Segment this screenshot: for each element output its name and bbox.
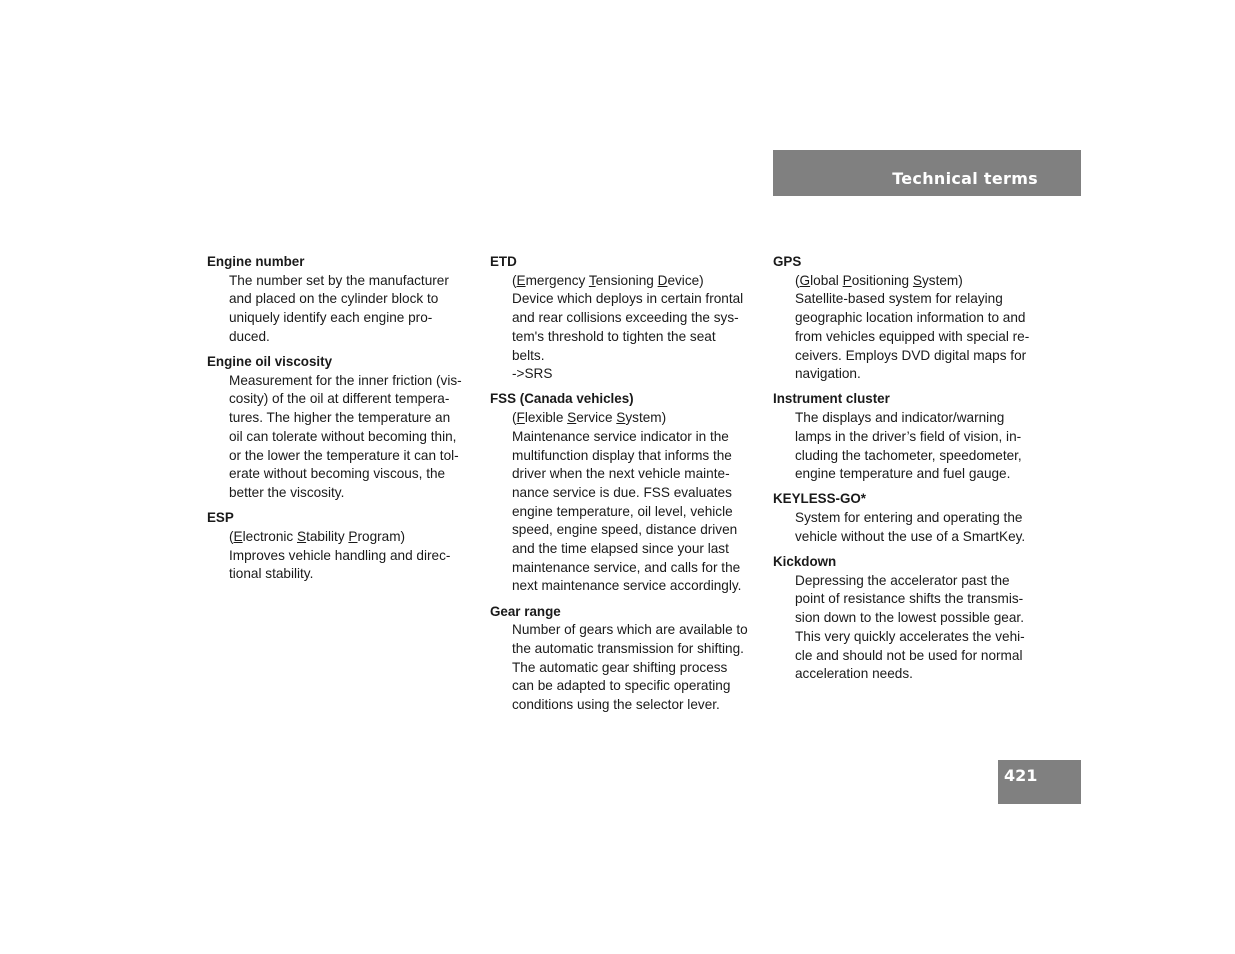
glossary-entry-etd <box>490 253 756 384</box>
term-heading: KEYLESS-GO* <box>773 491 867 507</box>
glossary-entry-kickdown <box>773 553 1039 684</box>
definition-line: The automatic gear shifting process <box>512 659 728 675</box>
definition-line: the automatic transmission for shifting. <box>512 641 744 657</box>
definition-line: nance service is due. FSS evaluates <box>512 484 732 500</box>
definition-line: and placed on the cylinder block to <box>229 291 439 307</box>
cross-reference: ->SRS <box>512 366 553 382</box>
definition-line: duced. <box>229 328 270 344</box>
definition-line: System for entering and operating the <box>795 510 1023 526</box>
definition-line: The number set by the manufacturer <box>229 272 449 288</box>
definition-line: Device which deploys in certain frontal <box>512 291 744 307</box>
glossary-entry-keyless-go <box>773 490 1039 546</box>
glossary-entry-instrument-cluster <box>773 390 1039 484</box>
glossary-entry-gps <box>773 253 1039 384</box>
glossary-column-1 <box>207 253 473 590</box>
glossary-entry-engine-oil-viscosity <box>207 353 473 503</box>
section-header-bar <box>773 150 1081 196</box>
definition-line: conditions using the selector lever. <box>512 697 720 713</box>
definition-line: Depressing the accelerator past the <box>795 572 1010 588</box>
page-number: 421 <box>1004 766 1038 785</box>
definition-line: next maintenance service accordingly. <box>512 578 742 594</box>
definition-line: oil can tolerate without becoming thin, <box>229 428 457 444</box>
term-heading: ESP <box>207 510 234 526</box>
term-heading: Instrument cluster <box>773 391 890 407</box>
definition-line: cle and should not be used for normal <box>795 647 1023 663</box>
section-title: Technical terms <box>892 169 1038 188</box>
acronym-expansion: (Global Positioning System) <box>795 272 963 288</box>
definition-line: The displays and indicator/warning <box>795 410 1005 426</box>
glossary-entry-gear-range <box>490 603 756 715</box>
definition-line: belts. <box>512 347 545 363</box>
term-heading: Engine oil viscosity <box>207 354 333 370</box>
term-heading: FSS (Canada vehicles) <box>490 391 634 407</box>
definition-line: maintenance service, and calls for the <box>512 559 741 575</box>
definition-line: Satellite-based system for relaying <box>795 291 1003 307</box>
term-heading: Gear range <box>490 603 561 619</box>
definition-line: ceivers. Employs DVD digital maps for <box>795 347 1027 363</box>
definition-line: navigation. <box>795 366 861 382</box>
definition-line: Number of gears which are available to <box>512 622 748 638</box>
term-heading: GPS <box>773 254 802 269</box>
definition-line: tem's threshold to tighten the seat <box>512 328 716 344</box>
definition-line: driver when the next vehicle mainte- <box>512 466 730 482</box>
definition-line: or the lower the temperature it can tol- <box>229 447 459 463</box>
definition-line: and the time elapsed since your last <box>512 541 729 557</box>
definition-line: and rear collisions exceeding the sys- <box>512 310 739 326</box>
glossary-column-3 <box>773 253 1039 690</box>
glossary-entry-fss <box>490 390 756 596</box>
definition-line: This very quickly accelerates the vehi- <box>795 628 1025 644</box>
definition-line: tional stability. <box>229 566 314 582</box>
definition-line: from vehicles equipped with special re- <box>795 328 1030 344</box>
term-heading: ETD <box>490 254 517 269</box>
definition-line: uniquely identify each engine pro- <box>229 310 433 326</box>
definition-line: better the viscosity. <box>229 484 345 500</box>
definition-line: cosity) of the oil at different tempera- <box>229 391 450 407</box>
definition-line: Improves vehicle handling and direc- <box>229 547 451 563</box>
definition-line: lamps in the driver’s field of vision, in- <box>795 428 1022 444</box>
definition-line: engine temperature and fuel gauge. <box>795 466 1011 482</box>
definition-line: tures. The higher the temperature an <box>229 410 451 426</box>
glossary-entry-esp <box>207 509 473 584</box>
definition-line: vehicle without the use of a SmartKey. <box>795 528 1026 544</box>
definition-line: sion down to the lowest possible gear. <box>795 610 1024 626</box>
definition-line: erate without becoming viscous, the <box>229 466 446 482</box>
glossary-entry-engine-number <box>207 253 473 347</box>
definition-line: speed, engine speed, distance driven <box>512 522 738 538</box>
page-number-box <box>998 760 1081 804</box>
definition-line: engine temperature, oil level, vehicle <box>512 503 733 519</box>
definition-line: point of resistance shifts the transmis- <box>795 591 1024 607</box>
definition-line: geographic location information to and <box>795 310 1026 326</box>
acronym-expansion: (Emergency Tensioning Device) <box>512 272 704 288</box>
definition-line: Maintenance service indicator in the <box>512 428 729 444</box>
acronym-expansion: (Flexible Service System) <box>512 410 667 426</box>
definition-line: Measurement for the inner friction (vis- <box>229 372 462 388</box>
definition-line: can be adapted to specific operating <box>512 678 731 694</box>
term-heading: Kickdown <box>773 554 837 570</box>
acronym-expansion: (Electronic Stability Program) <box>229 528 406 544</box>
glossary-column-2 <box>490 253 756 721</box>
definition-line: acceleration needs. <box>795 666 913 682</box>
definition-line: cluding the tachometer, speedometer, <box>795 447 1022 463</box>
definition-line: multifunction display that informs the <box>512 447 732 463</box>
term-heading: Engine number <box>207 254 305 269</box>
